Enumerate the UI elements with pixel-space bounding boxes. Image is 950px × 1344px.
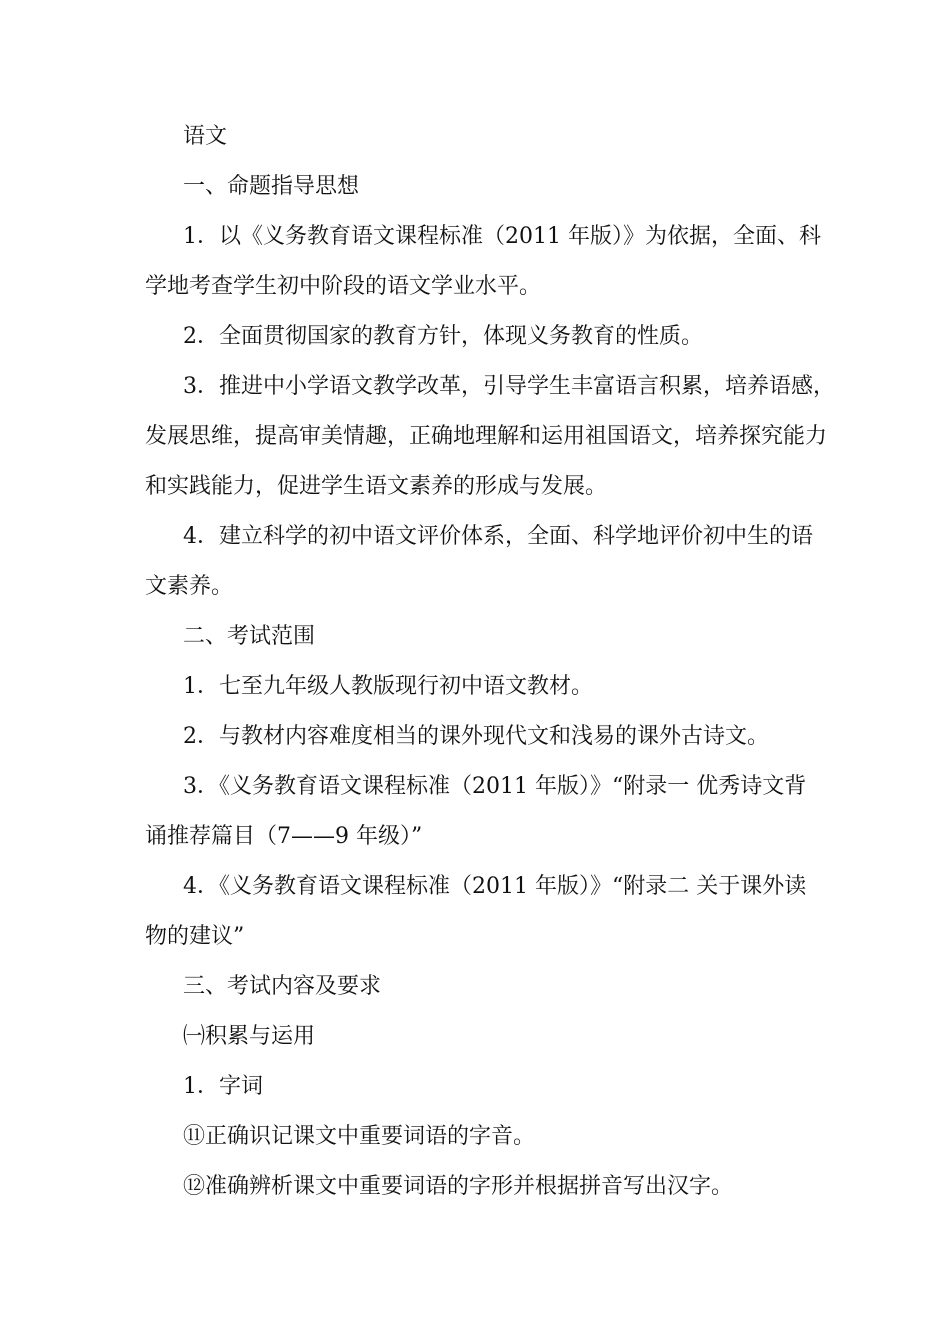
- section-heading: 一、命题指导思想: [183, 174, 360, 199]
- paragraph-line: 和实践能力，促进学生语文素养的形成与发展。: [145, 474, 608, 499]
- paragraph-line: 1．七至九年级人教版现行初中语文教材。: [183, 674, 593, 699]
- doc-title: 语文: [183, 124, 228, 149]
- paragraph-line: 4．建立科学的初中语文评价体系，全面、科学地评价初中生的语: [183, 524, 813, 549]
- paragraph-line: 2．全面贯彻国家的教育方针，体现义务教育的性质。: [183, 324, 703, 349]
- subsection-heading: ㈠积累与运用: [183, 1024, 316, 1049]
- paragraph-line: 发展思维，提高审美情趣，正确地理解和运用祖国语文，培养探究能力: [145, 424, 828, 449]
- paragraph-line: 学地考查学生初中阶段的语文学业水平。: [145, 274, 542, 299]
- paragraph-line: 1．以《义务教育语文课程标准（2011 年版）》为依据，全面、科: [183, 224, 821, 249]
- paragraph-line: 4．《义务教育语文课程标准（2011 年版）》“附录二 关于课外读: [183, 874, 807, 899]
- paragraph-line: 文素养。: [145, 574, 234, 599]
- item-heading: 1．字词: [183, 1074, 263, 1099]
- paragraph-line: 3．推进中小学语文教学改革，引导学生丰富语言积累，培养语感，: [183, 374, 835, 399]
- section-heading: 二、考试范围: [183, 624, 316, 649]
- paragraph-line: 诵推荐篇目（7——9 年级）”: [145, 824, 423, 849]
- paragraph-line: 物的建议”: [145, 924, 245, 949]
- list-item: ⑪正确识记课文中重要词语的字音。: [183, 1124, 536, 1149]
- list-item: ⑫准确辨析课文中重要词语的字形并根据拼音写出汉字。: [183, 1174, 734, 1199]
- paragraph-line: 3．《义务教育语文课程标准（2011 年版）》“附录一 优秀诗文背: [183, 774, 807, 799]
- section-heading: 三、考试内容及要求: [183, 974, 382, 999]
- paragraph-line: 2．与教材内容难度相当的课外现代文和浅易的课外古诗文。: [183, 724, 769, 749]
